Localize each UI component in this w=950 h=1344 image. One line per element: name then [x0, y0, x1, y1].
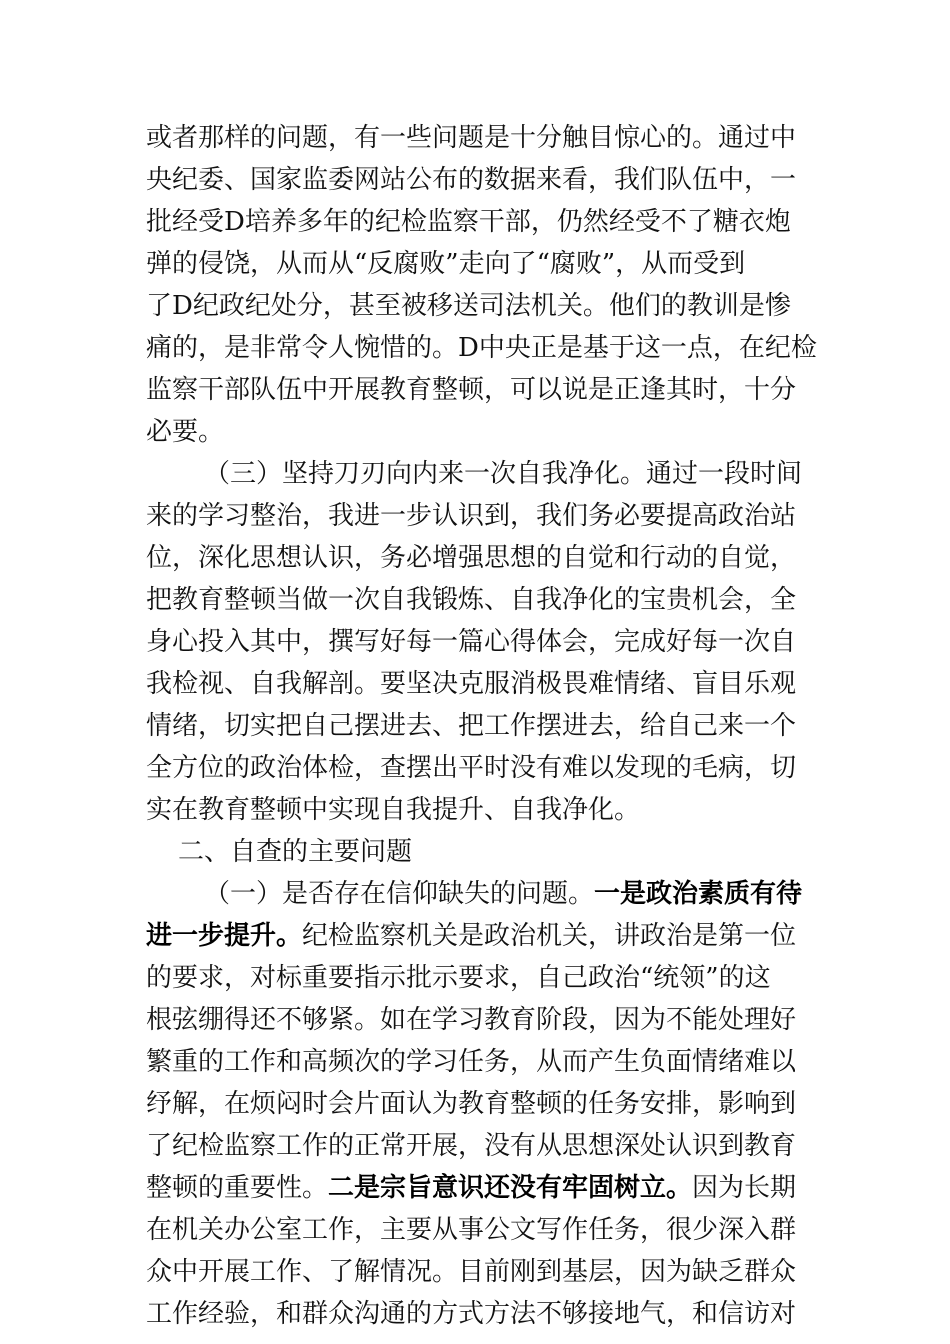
- paragraph-line: 了纪检监察工作的正常开展，没有从思想深处认识到教育: [146, 1131, 797, 1161]
- paragraph-line: [204, 874, 802, 914]
- paragraph-line: 监察干部队伍中开展教育整顿，可以说是正逢其时，十分: [146, 375, 797, 405]
- paragraph-line: 来的学习整治，我进一步认识到，我们务必要提高政治站: [146, 501, 797, 531]
- paragraph-line: [146, 1168, 796, 1208]
- paragraph-line: 众中开展工作、了解情况。目前刚到基层，因为缺乏群众: [146, 1257, 797, 1287]
- paragraph-line: 工作经验，和群众沟通的方式方法不够接地气，和信访对: [146, 1299, 797, 1329]
- bold-phrase: 进一步提升。: [146, 921, 303, 951]
- paragraph-text: 纪检监察机关是政治机关，讲政治是第一位: [302, 921, 797, 951]
- paragraph-line: 把教育整顿当做一次自我锻炼、自我净化的宝贵机会，全: [146, 585, 797, 615]
- paragraph-line: 了D纪政纪处分，甚至被移送司法机关。他们的教训是惨: [146, 291, 791, 321]
- paragraph-text: 因为长期: [692, 1173, 797, 1203]
- paragraph-line: 或者那样的问题，有一些问题是十分触目惊心的。通过中: [146, 123, 797, 153]
- paragraph-line: 全方位的政治体检，查摆出平时没有难以发现的毛病，切: [146, 753, 797, 783]
- paragraph-line: 弹的侵饶，从而从“反腐败”走向了“腐败”，从而受到: [146, 249, 746, 279]
- paragraph-line: 实在教育整顿中实现自我提升、自我净化。: [146, 795, 641, 825]
- paragraph-line: 繁重的工作和高频次的学习任务，从而产生负面情绪难以: [146, 1047, 797, 1077]
- paragraph-line: 身心投入其中，撰写好每一篇心得体会，完成好每一次自: [146, 627, 797, 657]
- section-heading: 二、自查的主要问题: [178, 837, 413, 867]
- paragraph-line: 位，深化思想认识，务必增强思想的自觉和行动的自觉，: [146, 543, 797, 573]
- paragraph-text: 整顿的重要性。: [146, 1173, 329, 1203]
- paragraph-line: [146, 916, 796, 956]
- subsection-heading: （一）是否存在信仰缺失的问题。: [204, 879, 595, 909]
- paragraph-line: 批经受D培养多年的纪检监察干部，仍然经受不了糖衣炮: [146, 207, 791, 237]
- paragraph-line: 根弦绷得还不够紧。如在学习教育阶段，因为不能处理好: [146, 1005, 797, 1035]
- paragraph-line: 我检视、自我解剖。要坚决克服消极畏难情绪、盲目乐观: [146, 669, 797, 699]
- paragraph-line: 情绪，切实把自己摆进去、把工作摆进去，给自己来一个: [146, 711, 797, 741]
- bold-phrase: 一是政治素质有待: [594, 879, 803, 909]
- bold-phrase: 二是宗旨意识还没有牢固树立。: [328, 1173, 693, 1203]
- paragraph-line: （三）坚持刀刃向内来一次自我净化。通过一段时间: [204, 459, 803, 489]
- paragraph-line: 纾解，在烦闷时会片面认为教育整顿的任务安排，影响到: [146, 1089, 797, 1119]
- paragraph-line: 在机关办公室工作，主要从事公文写作任务，很少深入群: [146, 1215, 797, 1245]
- paragraph-line: 央纪委、国家监委网站公布的数据来看，我们队伍中，一: [146, 165, 797, 195]
- paragraph-line: 必要。: [146, 417, 225, 447]
- paragraph-line: 痛的，是非常令人惋惜的。D中央正是基于这一点，在纪检: [146, 333, 817, 363]
- paragraph-line: 的要求，对标重要指示批示要求，自己政治“统领”的这: [146, 963, 771, 993]
